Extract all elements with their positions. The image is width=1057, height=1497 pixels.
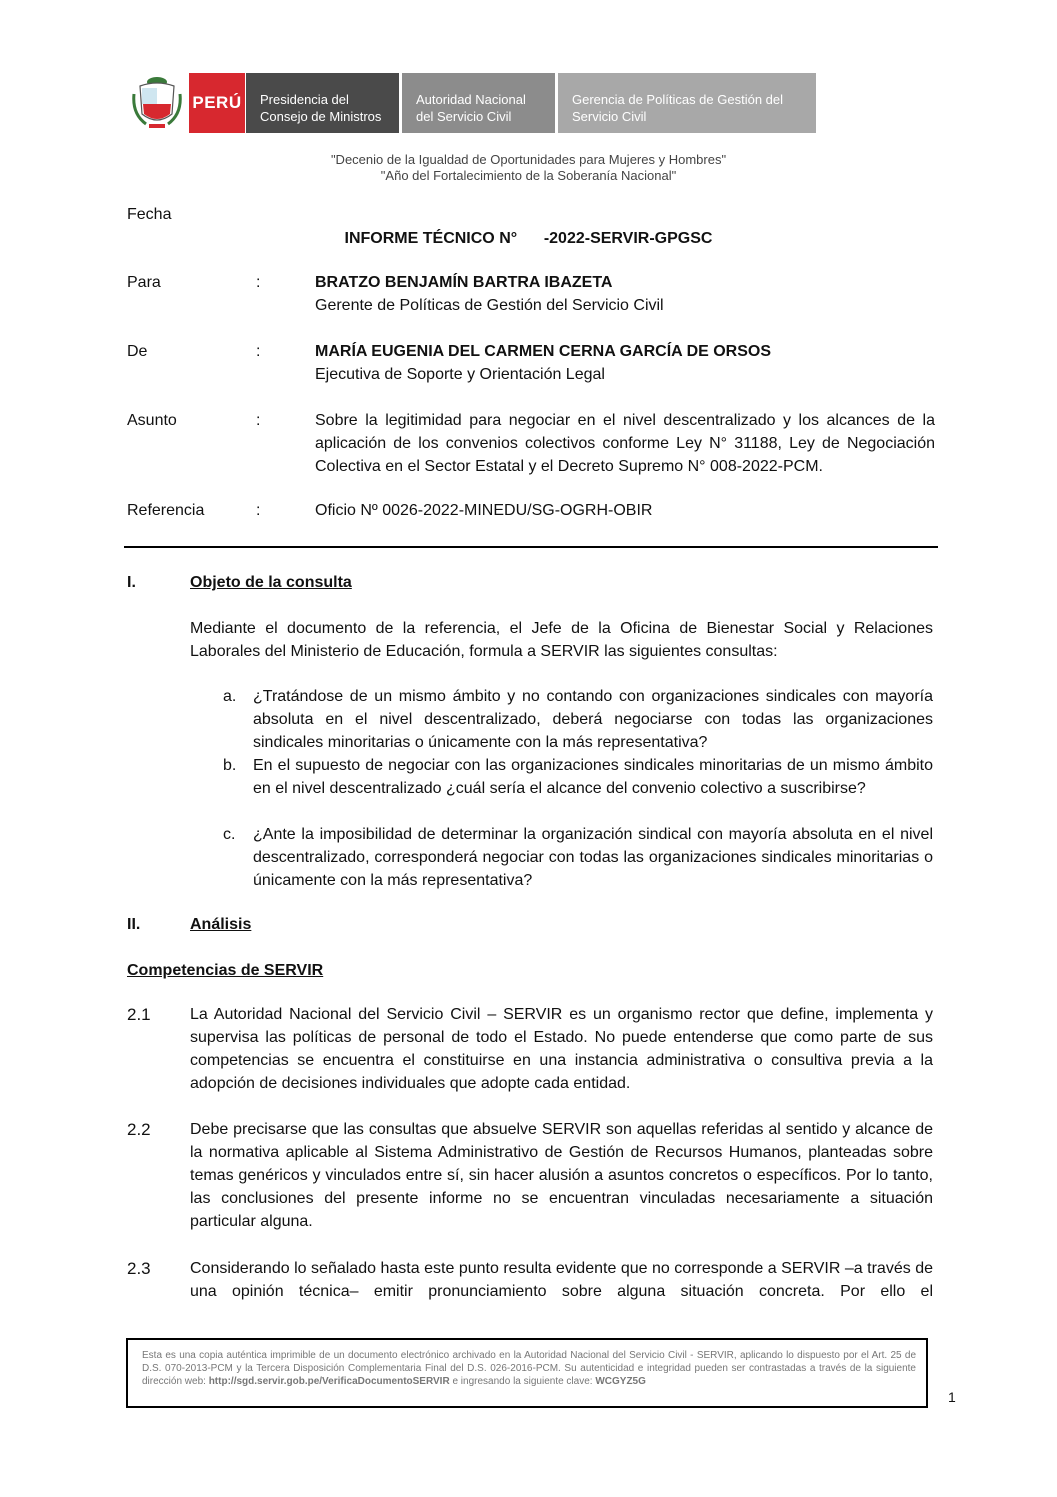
section2-title: Análisis xyxy=(190,916,252,933)
section2-subtitle: Competencias de SERVIR xyxy=(127,962,324,979)
verification-url[interactable]: http://sgd.servir.gob.pe/VerificaDocumentoSERVIR xyxy=(208,1376,450,1387)
peru-coat-of-arms-logo xyxy=(132,74,182,132)
paragraph-2-3-text: Considerando lo señalado hasta este punto resulta evidente que no corresponde a SERVIR –a través de una opinión técnica– emitir pronunciamiento sobre alguna situación concreta. Por ello el xyxy=(190,1260,933,1300)
consulta-letter-a: a. xyxy=(223,688,237,705)
referencia-text: Oficio Nº 0026-2022-MINEDU/SG-OGRH-OBIR xyxy=(315,502,653,519)
header-presidencia xyxy=(246,73,399,133)
de-name: MARÍA EUGENIA DEL CARMEN CERNA GARCÍA DE ORSOS xyxy=(315,343,772,360)
asunto-text: Sobre la legitimidad para negociar en el nivel descentralizado y los alcances de la aplicación de los convenios colectivos conforme Ley N° 31188, Ley de Negociación Colectiva en el Sector Estatal y el Decreto Supremo N° 008-2022-PCM. xyxy=(315,412,935,475)
consulta-text-b: En el supuesto de negociar con las organizaciones sindicales minoritarias de un mismo ámbito en el nivel descentralizado ¿cuál sería el alcance del convenio colectivo a suscribirse? xyxy=(253,757,933,797)
header-autoridad-line1: Autoridad Nacional xyxy=(416,92,526,107)
paragraph-2-3-number: 2.3 xyxy=(127,1259,151,1278)
de-role: Ejecutiva de Soporte y Orientación Legal xyxy=(315,366,605,383)
de-colon: : xyxy=(256,343,261,360)
referencia-label: Referencia xyxy=(127,502,205,519)
consulta-text-a: ¿Tratándose de un mismo ámbito y no contando con organizaciones sindicales con mayoría absoluta en el nivel descentralizado, deberá negociarse con todas las organizaciones sindicales minoritarias o únicamente con la más representativa? xyxy=(253,688,933,751)
verification-key: WCGYZ5G xyxy=(595,1376,646,1387)
paragraph-2-2-number: 2.2 xyxy=(127,1120,151,1139)
referencia-colon: : xyxy=(256,502,261,519)
header-presidencia-line2: Consejo de Ministros xyxy=(260,109,382,124)
section1-intro: Mediante el documento de la referencia, el Jefe de la Oficina de Bienestar Social y Relaciones Laborales del Ministerio de Educación, formula a SERVIR las siguientes consultas: xyxy=(190,620,933,660)
para-label: Para xyxy=(127,274,161,291)
decenio-line1: "Decenio de la Igualdad de Oportunidades para Mujeres y Hombres" xyxy=(330,152,727,167)
peru-brand-box: PERÚ xyxy=(189,73,245,133)
decenio-line2: "Año del Fortalecimiento de la Soberanía Nacional" xyxy=(380,168,677,183)
authenticity-notice-text-2: e ingresando la siguiente clave: xyxy=(449,1376,596,1387)
para-role: Gerente de Políticas de Gestión del Servicio Civil xyxy=(315,297,664,314)
para-name: BRATZO BENJAMÍN BARTRA IBAZETA xyxy=(315,274,613,291)
header-divider xyxy=(124,546,938,548)
para-colon: : xyxy=(256,274,261,291)
consulta-letter-c: c. xyxy=(223,826,236,843)
authenticity-notice-text: Esta es una copia auténtica imprimible de un documento electrónico archivado en la Autoridad Nacional del Servicio Civil - SERVIR, aplicando lo dispuesto por el Art. 25 de D.S. 070-2013-PCM y la Tercera Disposición Complementaria Final del D.S. 026-2016-PCM. Su autenticidad e integridad pueden ser contrastadas a través de la siguiente dirección web: xyxy=(142,1350,916,1387)
section1-title: Objeto de la consulta xyxy=(190,574,352,591)
paragraph-2-2-text: Debe precisarse que las consultas que absuelve SERVIR son aquellas referidas al sentido y alcance de la normativa aplicable al Sistema Administrativo de Gestión de Recursos Humanos, planteadas sobre temas genéricos y vinculados entre sí, sin hacer alusión a asuntos concretos o específicos. Por lo tanto, las conclusiones del presente informe no se encuentran vinculadas necesariamente a situación particular alguna. xyxy=(190,1121,933,1230)
header-presidencia-line1: Presidencia del xyxy=(260,92,349,107)
paragraph-2-1-number: 2.1 xyxy=(127,1005,151,1024)
fecha-label: Fecha xyxy=(127,206,172,223)
section2-number: II. xyxy=(127,916,141,933)
asunto-colon: : xyxy=(256,412,261,429)
authenticity-notice-box xyxy=(126,1338,928,1408)
asunto-label: Asunto xyxy=(127,412,177,429)
document-title: INFORME TÉCNICO N° -2022-SERVIR-GPGSC xyxy=(344,230,713,247)
header-gerencia-line2: Servicio Civil xyxy=(572,109,647,124)
paragraph-2-1-text: La Autoridad Nacional del Servicio Civil – SERVIR es un organismo rector que define, implementa y supervisa las políticas de personal de todo el Estado. No puede entenderse que como parte de sus competencias se encuentra el constituirse en una instancia administrativa o consultiva previa a la adopción de decisiones individuales que adopte cada entidad. xyxy=(190,1006,933,1092)
section1-number: I. xyxy=(127,574,136,591)
consulta-text-c: ¿Ante la imposibilidad de determinar la organización sindical con mayoría absoluta en el nivel descentralizado, corresponderá negociar con todas las organizaciones sindicales minoritarias o únicamente con la más representativa? xyxy=(253,826,933,889)
header-autoridad xyxy=(402,73,555,133)
consulta-letter-b: b. xyxy=(223,757,237,774)
header-gerencia-line1: Gerencia de Políticas de Gestión del xyxy=(572,92,784,107)
page-number: 1 xyxy=(948,1389,956,1405)
header-autoridad-line2: del Servicio Civil xyxy=(416,109,512,124)
de-label: De xyxy=(127,343,148,360)
header-gerencia xyxy=(558,73,816,133)
